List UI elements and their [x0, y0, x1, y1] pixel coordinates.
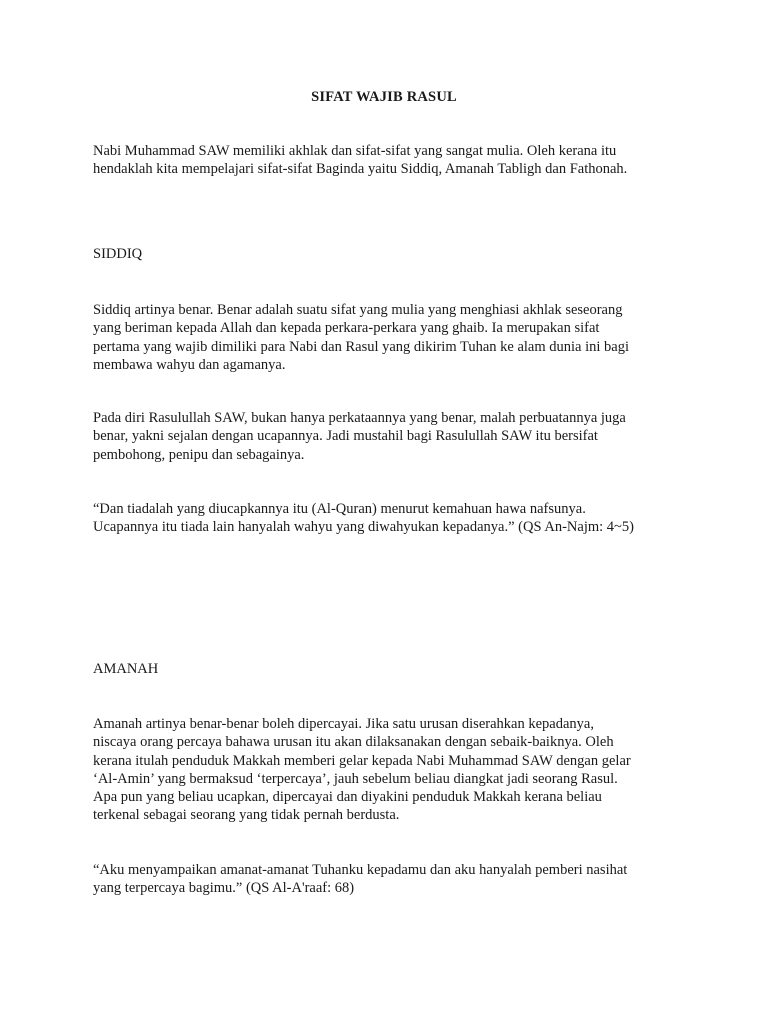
paragraph-line: terkenal sebagai seorang yang tidak pernah berdusta.	[93, 807, 400, 824]
paragraph-line: niscaya orang percaya bahawa urusan itu akan dilaksanakan dengan sebaik-baiknya. Oleh	[93, 734, 614, 751]
paragraph-line: pembohong, penipu dan sebagainya.	[93, 446, 305, 463]
quote-line: Ucapannya itu tiada lain hanyalah wahyu yang diwahyukan kepadanya.” (QS An-Najm: 4~5)	[93, 519, 634, 536]
amanah-quote	[93, 861, 693, 898]
amanah-heading: AMANAH	[93, 661, 159, 677]
quote-line: yang terpercaya bagimu.” (QS Al-A'raaf: 68)	[93, 880, 355, 897]
paragraph-line: yang beriman kepada Allah dan kepada perkara-perkara yang ghaib. Ia merupakan sifat	[93, 320, 600, 337]
paragraph-line: Pada diri Rasulullah SAW, bukan hanya perkataannya yang benar, malah perbuatannya juga	[93, 410, 626, 426]
quote-line: “Aku menyampaikan amanat-amanat Tuhanku kepadamu dan aku hanyalah pemberi nasihat	[93, 862, 628, 878]
paragraph-line: benar, yakni sejalan dengan ucapannya. Jadi mustahil bagi Rasulullah SAW itu bersifat	[93, 428, 598, 445]
siddiq-heading: SIDDIQ	[93, 246, 143, 262]
paragraph-line: Amanah artinya benar-benar boleh dipercayai. Jika satu urusan diserahkan kepadanya,	[93, 716, 594, 732]
intro-line: hendaklah kita mempelajari sifat-sifat Baginda yaitu Siddiq, Amanah Tabligh dan Fathonah.	[93, 161, 628, 178]
paragraph-line: ‘Al-Amin’ yang bermaksud ‘terpercaya’, jauh sebelum beliau diangkat jadi seorang Rasul.	[93, 770, 618, 787]
paragraph-line: Siddiq artinya benar. Benar adalah suatu sifat yang mulia yang menghiasi akhlak seseorang	[93, 302, 623, 318]
intro-line: Nabi Muhammad SAW memiliki akhlak dan sifat-sifat yang sangat mulia. Oleh kerana itu	[93, 143, 617, 159]
intro-paragraph	[93, 142, 693, 179]
paragraph-line: kerana itulah penduduk Makkah memberi gelar kepada Nabi Muhammad SAW dengan gelar	[93, 752, 631, 769]
paragraph-line: membawa wahyu dan agamanya.	[93, 356, 286, 373]
amanah-paragraph-1	[93, 715, 693, 825]
siddiq-paragraph-2	[93, 409, 693, 464]
paragraph-line: Apa pun yang beliau ucapkan, dipercayai dan diyakini penduduk Makkah kerana beliau	[93, 789, 602, 806]
siddiq-quote	[93, 500, 693, 537]
quote-line: “Dan tiadalah yang diucapkannya itu (Al-Quran) menurut kemahuan hawa nafsunya.	[93, 501, 586, 517]
siddiq-paragraph-1	[93, 301, 693, 374]
paragraph-line: pertama yang wajib dimiliki para Nabi dan Rasul yang dikirim Tuhan ke alam dunia ini bagi	[93, 338, 629, 355]
document-title: SIFAT WAJIB RASUL	[311, 89, 457, 105]
